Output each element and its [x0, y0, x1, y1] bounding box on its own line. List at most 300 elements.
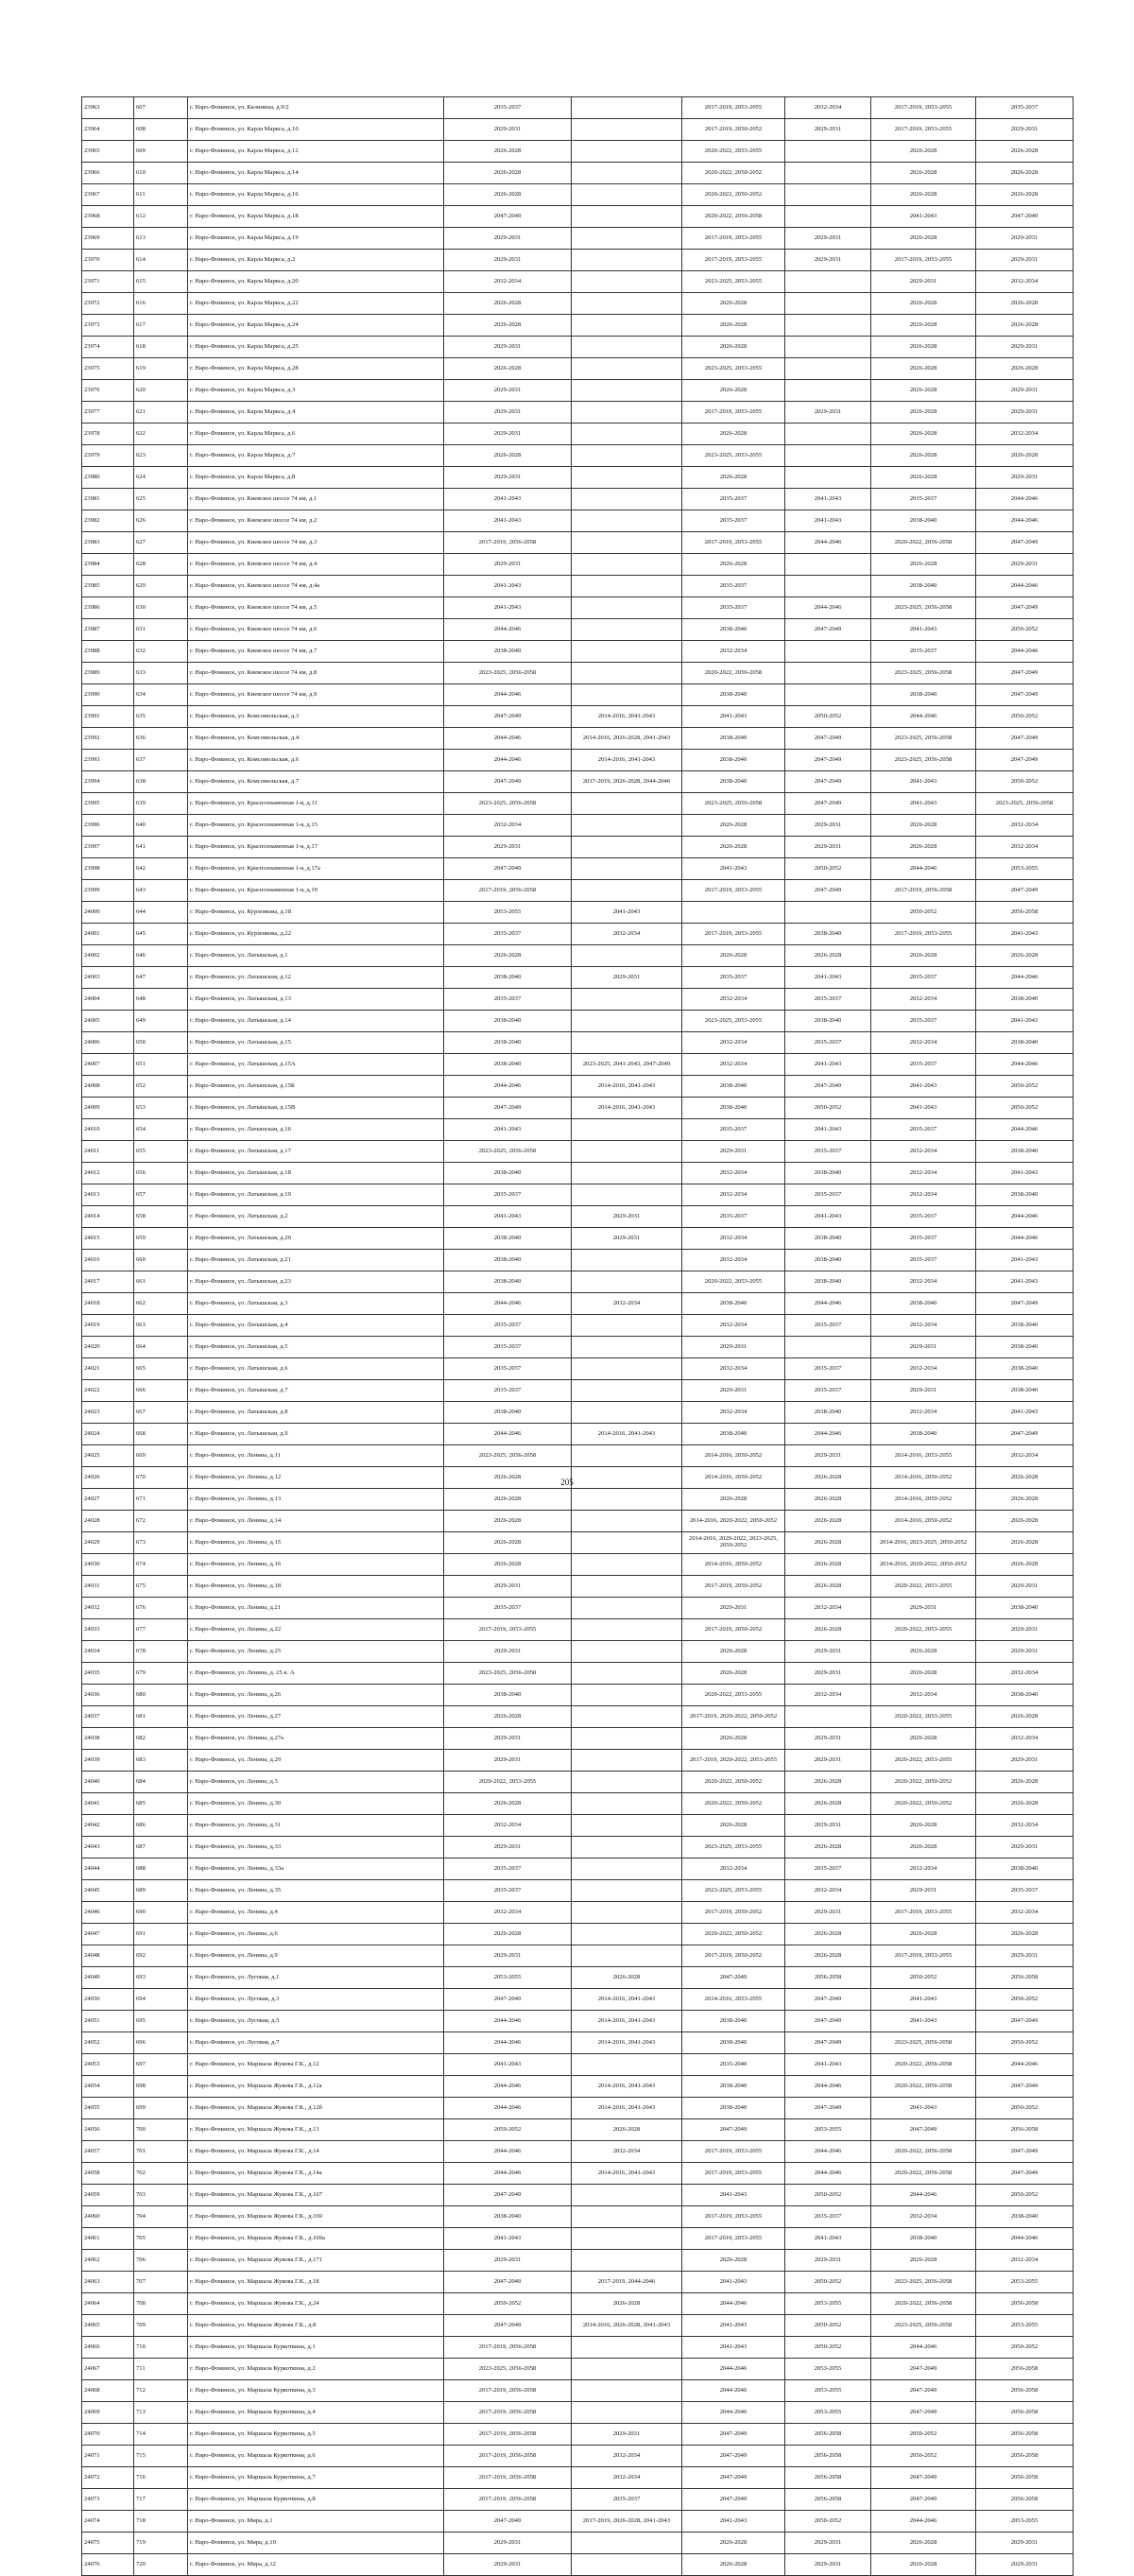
cell-period-6: 2050-2052: [976, 2098, 1074, 2119]
cell-period-3: 2026-2028: [682, 337, 785, 358]
cell-address: г. Наро-Фоминск, ул. Карла Маркса, д.25: [188, 337, 444, 358]
cell-period-6: 2026-2028: [976, 315, 1074, 337]
cell-record-id: 23963: [82, 97, 134, 119]
cell-period-2: 2017-2019, 2026-2028, 2044-2046: [572, 771, 682, 793]
cell-address: г. Наро-Фоминск, ул. Латышская, д.23: [188, 1271, 444, 1293]
cell-period-5: 2041-2043: [871, 1989, 976, 2011]
table-row: [82, 2032, 1074, 2054]
cell-period-6: 2056-2058: [976, 2402, 1074, 2424]
cell-address: г. Наро-Фоминск, ул. Маршала Жукова Г.К., д.169: [188, 2206, 444, 2228]
cell-period-1: 2038-2040: [444, 1250, 572, 1271]
cell-period-5: 2014-2016, 2053-2055: [871, 1445, 976, 1467]
cell-period-2: [572, 641, 682, 663]
cell-address: г. Наро-Фоминск, ул. Киевское шоссе 74 км, д.3: [188, 532, 444, 554]
cell-address: г. Наро-Фоминск, ул. Карла Маркса, д.19: [188, 228, 444, 250]
cell-period-2: [572, 1859, 682, 1880]
cell-period-2: [572, 1554, 682, 1576]
cell-period-3: 2038-2040: [682, 1424, 785, 1445]
cell-address: г. Наро-Фоминск, ул. Мира, д.1: [188, 2511, 444, 2533]
cell-item-number: 644: [134, 902, 188, 924]
cell-record-id: 23998: [82, 858, 134, 880]
cell-period-5: 2017-2019, 2053-2055: [871, 1945, 976, 1967]
cell-period-4: 2053-2055: [785, 2402, 871, 2424]
cell-period-2: 2029-2031: [572, 1206, 682, 1228]
table-row: [82, 2424, 1074, 2446]
cell-item-number: 614: [134, 250, 188, 271]
cell-period-1: 2041-2043: [444, 2054, 572, 2076]
cell-period-5: 2026-2028: [871, 945, 976, 967]
table-row: [82, 1293, 1074, 1315]
table-row: [82, 1859, 1074, 1880]
cell-period-1: 2017-2019, 2056-2058: [444, 2424, 572, 2446]
cell-item-number: 643: [134, 880, 188, 902]
cell-period-5: 2041-2043: [871, 1076, 976, 1098]
cell-period-1: 2035-2037: [444, 1315, 572, 1337]
cell-item-number: 703: [134, 2185, 188, 2206]
cell-record-id: 24013: [82, 1184, 134, 1206]
table-row: [82, 1184, 1074, 1206]
cell-period-5: 2035-2037: [871, 1119, 976, 1141]
cell-period-4: [785, 380, 871, 402]
cell-record-id: 23994: [82, 771, 134, 793]
cell-period-2: [572, 1184, 682, 1206]
cell-period-3: 2014-2016, 2053-2055: [682, 1989, 785, 2011]
cell-period-3: 2029-2031: [682, 1337, 785, 1358]
cell-period-2: [572, 2359, 682, 2380]
cell-record-id: 24027: [82, 1489, 134, 1511]
cell-period-2: 2014-2016, 2041-2043: [572, 2098, 682, 2119]
cell-period-5: 2020-2022, 2053-2055: [871, 1619, 976, 1641]
cell-period-5: 2026-2028: [871, 141, 976, 163]
table-row: [82, 206, 1074, 228]
table-row: [82, 2250, 1074, 2272]
cell-address: г. Наро-Фоминск, ул. Латышская, д.7: [188, 1380, 444, 1402]
cell-record-id: 24029: [82, 1532, 134, 1554]
cell-period-5: 2026-2028: [871, 293, 976, 315]
table-row: [82, 750, 1074, 771]
cell-record-id: 24037: [82, 1706, 134, 1728]
cell-item-number: 708: [134, 2293, 188, 2315]
cell-item-number: 634: [134, 684, 188, 706]
cell-period-5: 2020-2022, 2056-2058: [871, 532, 976, 554]
cell-period-3: 2026-2028: [682, 1489, 785, 1511]
cell-period-1: 2044-2046: [444, 619, 572, 641]
cell-period-1: 2029-2031: [444, 250, 572, 271]
cell-address: г. Наро-Фоминск, ул. Ленина, д.6: [188, 1924, 444, 1945]
cell-period-4: [785, 467, 871, 489]
cell-period-3: 2026-2028: [682, 424, 785, 445]
cell-period-1: 2026-2028: [444, 945, 572, 967]
cell-period-3: 2023-2025, 2053-2055: [682, 358, 785, 380]
cell-period-2: [572, 163, 682, 184]
cell-period-1: 2035-2037: [444, 1380, 572, 1402]
cell-period-5: 2020-2022, 2056-2058: [871, 2076, 976, 2098]
cell-period-2: [572, 1358, 682, 1380]
cell-period-3: 2038-2040: [682, 1293, 785, 1315]
cell-period-1: 2029-2031: [444, 119, 572, 141]
cell-item-number: 680: [134, 1685, 188, 1706]
cell-record-id: 24069: [82, 2402, 134, 2424]
cell-period-2: 2032-2034: [572, 2467, 682, 2489]
table-row: [82, 1141, 1074, 1163]
cell-period-6: 2056-2058: [976, 2293, 1074, 2315]
cell-address: г. Наро-Фоминск, ул. Луговая, д.7: [188, 2032, 444, 2054]
cell-period-5: 2038-2040: [871, 1293, 976, 1315]
cell-period-2: [572, 2250, 682, 2272]
cell-period-2: [572, 250, 682, 271]
cell-address: г. Наро-Фоминск, ул. Латышская, д.3: [188, 1293, 444, 1315]
cell-period-4: [785, 293, 871, 315]
cell-period-2: 2026-2028: [572, 2293, 682, 2315]
cell-period-5: 2038-2040: [871, 684, 976, 706]
cell-period-6: 2038-2040: [976, 1141, 1074, 1163]
cell-item-number: 608: [134, 119, 188, 141]
cell-address: г. Наро-Фоминск, ул. Маршала Куркоткина, д.5: [188, 2424, 444, 2446]
cell-period-3: 2041-2043: [682, 2272, 785, 2293]
cell-item-number: 677: [134, 1619, 188, 1641]
cell-period-4: 2047-2049: [785, 1989, 871, 2011]
table-row: [82, 228, 1074, 250]
cell-period-6: 2026-2028: [976, 184, 1074, 206]
cell-record-id: 23964: [82, 119, 134, 141]
cell-period-6: 2047-2049: [976, 2141, 1074, 2163]
cell-period-1: 2023-2025, 2056-2058: [444, 793, 572, 815]
table-row: [82, 576, 1074, 597]
cell-period-2: 2035-2037: [572, 2489, 682, 2511]
cell-period-4: 2029-2031: [785, 1750, 871, 1772]
cell-period-2: 2014-2016, 2041-2043: [572, 2011, 682, 2032]
cell-period-1: 2032-2034: [444, 1815, 572, 1837]
table-row: [82, 2380, 1074, 2402]
cell-address: г. Наро-Фоминск, ул. Маршала Жукова Г.К., д.12: [188, 2054, 444, 2076]
cell-period-6: 2056-2058: [976, 2467, 1074, 2489]
cell-address: г. Наро-Фоминск, ул. Карла Маркса, д.18: [188, 206, 444, 228]
cell-period-3: 2026-2028: [682, 2554, 785, 2576]
cell-address: г. Наро-Фоминск, ул. Латышская, д.15В: [188, 1098, 444, 1119]
cell-period-2: [572, 1380, 682, 1402]
table-row: [82, 2359, 1074, 2380]
cell-address: г. Наро-Фоминск, ул. Карла Маркса, д.7: [188, 445, 444, 467]
cell-record-id: 23993: [82, 750, 134, 771]
cell-period-5: 2026-2028: [871, 1924, 976, 1945]
cell-address: г. Наро-Фоминск, ул. Латышская, д.14: [188, 1011, 444, 1032]
cell-item-number: 684: [134, 1772, 188, 1793]
cell-record-id: 23980: [82, 467, 134, 489]
table-row: [82, 380, 1074, 402]
cell-period-5: 2050-2052: [871, 1967, 976, 1989]
cell-record-id: 24008: [82, 1076, 134, 1098]
cell-address: г. Наро-Фоминск, ул. Ленина, д.33: [188, 1837, 444, 1859]
table-row: [82, 1380, 1074, 1402]
cell-period-1: 2047-2049: [444, 858, 572, 880]
cell-period-5: 2044-2046: [871, 2185, 976, 2206]
cell-item-number: 681: [134, 1706, 188, 1728]
cell-item-number: 709: [134, 2315, 188, 2337]
cell-record-id: 23986: [82, 597, 134, 619]
cell-period-1: 2026-2028: [444, 445, 572, 467]
cell-address: г. Наро-Фоминск, ул. Комсомольская, д.3: [188, 706, 444, 728]
cell-record-id: 24002: [82, 945, 134, 967]
cell-period-2: [572, 1728, 682, 1750]
cell-period-1: 2041-2043: [444, 576, 572, 597]
cell-period-5: 2020-2022, 2050-2052: [871, 1772, 976, 1793]
cell-period-2: [572, 1315, 682, 1337]
cell-period-4: 2041-2043: [785, 2054, 871, 2076]
cell-record-id: 23985: [82, 576, 134, 597]
cell-item-number: 675: [134, 1576, 188, 1598]
cell-record-id: 24055: [82, 2098, 134, 2119]
cell-period-6: 2029-2031: [976, 337, 1074, 358]
cell-period-3: 2023-2025, 2053-2055: [682, 1837, 785, 1859]
cell-period-1: 2044-2046: [444, 1293, 572, 1315]
cell-period-3: 2026-2028: [682, 1728, 785, 1750]
cell-period-2: [572, 1945, 682, 1967]
cell-period-2: [572, 1902, 682, 1924]
cell-record-id: 24001: [82, 924, 134, 945]
cell-record-id: 24025: [82, 1445, 134, 1467]
cell-period-5: 2032-2034: [871, 1271, 976, 1293]
cell-period-3: 2038-2040: [682, 2032, 785, 2054]
cell-period-6: 2050-2052: [976, 1989, 1074, 2011]
cell-period-2: 2014-2016, 2041-2043: [572, 1989, 682, 2011]
cell-period-4: 2026-2028: [785, 1619, 871, 1641]
cell-period-6: 2047-2049: [976, 597, 1074, 619]
cell-period-2: [572, 576, 682, 597]
cell-period-4: 2044-2046: [785, 1424, 871, 1445]
cell-period-2: 2032-2034: [572, 2446, 682, 2467]
table-row: [82, 2185, 1074, 2206]
cell-period-6: 2041-2043: [976, 1250, 1074, 1271]
cell-period-2: 2017-2019, 2044-2046: [572, 2272, 682, 2293]
cell-record-id: 24028: [82, 1511, 134, 1532]
table-row: [82, 184, 1074, 206]
cell-record-id: 23992: [82, 728, 134, 750]
cell-period-3: 2038-2040: [682, 1076, 785, 1098]
cell-item-number: 713: [134, 2402, 188, 2424]
table-row: [82, 1489, 1074, 1511]
cell-period-4: 2038-2040: [785, 1402, 871, 1424]
cell-period-5: 2044-2046: [871, 706, 976, 728]
cell-period-2: [572, 1163, 682, 1184]
cell-period-4: 2041-2043: [785, 1054, 871, 1076]
cell-period-6: 2029-2031: [976, 119, 1074, 141]
cell-period-1: 2026-2028: [444, 1467, 572, 1489]
cell-item-number: 666: [134, 1380, 188, 1402]
cell-item-number: 718: [134, 2511, 188, 2533]
cell-period-6: 2050-2052: [976, 771, 1074, 793]
cell-period-2: [572, 1793, 682, 1815]
cell-period-2: [572, 1532, 682, 1554]
cell-period-2: [572, 1576, 682, 1598]
cell-address: г. Наро-Фоминск, ул. Ленина, д.15: [188, 1532, 444, 1554]
cell-period-6: 2056-2058: [976, 2380, 1074, 2402]
cell-item-number: 663: [134, 1315, 188, 1337]
cell-item-number: 685: [134, 1793, 188, 1815]
cell-record-id: 24059: [82, 2185, 134, 2206]
cell-period-6: 2050-2052: [976, 1098, 1074, 1119]
cell-period-3: 2014-2016, 2050-2052: [682, 1467, 785, 1489]
cell-period-4: 2050-2052: [785, 2511, 871, 2533]
cell-address: г. Наро-Фоминск, ул. Латышская, д.5: [188, 1337, 444, 1358]
cell-period-6: 2026-2028: [976, 1772, 1074, 1793]
cell-period-6: 2023-2025, 2056-2058: [976, 793, 1074, 815]
cell-record-id: 24024: [82, 1424, 134, 1445]
table-row: [82, 1663, 1074, 1685]
cell-period-3: 2035-2037: [682, 489, 785, 510]
cell-period-1: 2023-2025, 2056-2058: [444, 1141, 572, 1163]
table-row: [82, 1685, 1074, 1706]
cell-period-2: 2014-2016, 2041-2043: [572, 750, 682, 771]
cell-period-4: [785, 576, 871, 597]
cell-period-5: 2017-2019, 2053-2055: [871, 250, 976, 271]
cell-item-number: 657: [134, 1184, 188, 1206]
cell-period-1: 2017-2019, 2056-2058: [444, 2402, 572, 2424]
cell-period-1: 2017-2019, 2056-2058: [444, 2489, 572, 2511]
cell-period-4: 2029-2031: [785, 1902, 871, 1924]
cell-period-6: 2047-2049: [976, 2163, 1074, 2185]
cell-period-4: 2056-2058: [785, 2424, 871, 2446]
cell-record-id: 24041: [82, 1793, 134, 1815]
cell-item-number: 631: [134, 619, 188, 641]
cell-period-4: 2029-2031: [785, 815, 871, 837]
cell-period-6: 2047-2049: [976, 2076, 1074, 2098]
cell-period-1: 2020-2022, 2053-2055: [444, 1772, 572, 1793]
cell-period-4: [785, 141, 871, 163]
cell-period-4: 2053-2055: [785, 2119, 871, 2141]
cell-period-1: 2044-2046: [444, 684, 572, 706]
cell-record-id: 24036: [82, 1685, 134, 1706]
cell-period-3: 2020-2022, 2053-2055: [682, 1685, 785, 1706]
cell-period-4: 2035-2037: [785, 1184, 871, 1206]
cell-period-3: 2026-2028: [682, 1663, 785, 1685]
cell-period-3: 2017-2019, 2053-2055: [682, 97, 785, 119]
cell-period-1: 2038-2040: [444, 1011, 572, 1032]
table-row: [82, 1163, 1074, 1184]
cell-period-1: 2035-2037: [444, 1358, 572, 1380]
cell-record-id: 23977: [82, 402, 134, 424]
cell-item-number: 654: [134, 1119, 188, 1141]
cell-address: г. Наро-Фоминск, ул. Маршала Куркоткина, д.6: [188, 2446, 444, 2467]
cell-period-6: 2050-2052: [976, 2185, 1074, 2206]
cell-period-1: 2026-2028: [444, 1489, 572, 1511]
cell-record-id: 24064: [82, 2293, 134, 2315]
cell-record-id: 23999: [82, 880, 134, 902]
cell-period-6: 2032-2034: [976, 2250, 1074, 2272]
cell-period-6: 2050-2052: [976, 2337, 1074, 2359]
cell-period-6: 2026-2028: [976, 1532, 1074, 1554]
cell-period-4: 2029-2031: [785, 1815, 871, 1837]
table-row: [82, 2076, 1074, 2098]
table-row: [82, 815, 1074, 837]
table-row: [82, 467, 1074, 489]
cell-address: г. Наро-Фоминск, ул. Латышская, д.6: [188, 1358, 444, 1380]
cell-period-1: 2038-2040: [444, 1685, 572, 1706]
cell-period-1: 2035-2037: [444, 1184, 572, 1206]
cell-item-number: 678: [134, 1641, 188, 1663]
cell-period-6: 2053-2055: [976, 2511, 1074, 2533]
cell-period-1: 2029-2031: [444, 1728, 572, 1750]
cell-period-3: 2020-2022, 2050-2052: [682, 163, 785, 184]
cell-record-id: 24010: [82, 1119, 134, 1141]
cell-record-id: 24066: [82, 2337, 134, 2359]
cell-period-6: 2038-2040: [976, 1337, 1074, 1358]
cell-period-2: [572, 2054, 682, 2076]
cell-period-3: 2017-2019, 2053-2055: [682, 2163, 785, 2185]
cell-period-3: 2032-2034: [682, 1163, 785, 1184]
cell-period-6: 2047-2049: [976, 1424, 1074, 1445]
cell-period-5: 2020-2022, 2056-2058: [871, 2163, 976, 2185]
cell-record-id: 24070: [82, 2424, 134, 2446]
cell-period-5: 2029-2031: [871, 1337, 976, 1358]
table-row: [82, 2337, 1074, 2359]
cell-period-6: 2050-2052: [976, 706, 1074, 728]
cell-period-2: [572, 1119, 682, 1141]
cell-period-6: 2047-2049: [976, 663, 1074, 684]
cell-period-2: [572, 945, 682, 967]
cell-period-1: 2017-2019, 2053-2055: [444, 1619, 572, 1641]
cell-address: г. Наро-Фоминск, ул. Маршала Куркоткина, д.3: [188, 2380, 444, 2402]
cell-period-1: 2026-2028: [444, 1706, 572, 1728]
cell-period-3: 2032-2034: [682, 1032, 785, 1054]
table-row: [82, 2206, 1074, 2228]
cell-period-6: 2029-2031: [976, 554, 1074, 576]
cell-record-id: 24049: [82, 1967, 134, 1989]
cell-item-number: 640: [134, 815, 188, 837]
cell-address: г. Наро-Фоминск, ул. Ленина, д.25: [188, 1641, 444, 1663]
cell-period-4: 2038-2040: [785, 1228, 871, 1250]
cell-period-5: 2041-2043: [871, 793, 976, 815]
cell-period-5: 2041-2043: [871, 619, 976, 641]
table-row: [82, 271, 1074, 293]
cell-period-5: 2041-2043: [871, 2098, 976, 2119]
cell-item-number: 628: [134, 554, 188, 576]
cell-period-1: 2026-2028: [444, 184, 572, 206]
cell-period-6: 2044-2046: [976, 489, 1074, 510]
cell-address: г. Наро-Фоминск, ул. Луговая, д.1: [188, 1967, 444, 1989]
cell-address: г. Наро-Фоминск, ул. Киевское шоссе 74 км, д.4: [188, 554, 444, 576]
cell-period-1: 2029-2031: [444, 554, 572, 576]
table-row: [82, 293, 1074, 315]
cell-record-id: 23971: [82, 271, 134, 293]
cell-period-4: 2047-2049: [785, 2098, 871, 2119]
cell-address: г. Наро-Фоминск, ул. Мира, д.12: [188, 2554, 444, 2576]
cell-period-5: 2020-2022, 2056-2058: [871, 2054, 976, 2076]
cell-period-2: 2014-2016, 2041-2043: [572, 1098, 682, 1119]
cell-period-3: 2017-2019, 2053-2055: [682, 228, 785, 250]
cell-period-4: 2047-2049: [785, 750, 871, 771]
cell-period-3: 2041-2043: [682, 858, 785, 880]
cell-period-6: 2038-2040: [976, 1598, 1074, 1619]
cell-record-id: 24020: [82, 1337, 134, 1358]
cell-period-6: 2026-2028: [976, 358, 1074, 380]
cell-period-5: 2014-2016, 2023-2025, 2050-2052: [871, 1532, 976, 1554]
cell-period-5: 2014-2016, 2050-2052: [871, 1511, 976, 1532]
cell-address: г. Наро-Фоминск, ул. Ленина, д.3: [188, 1772, 444, 1793]
cell-period-6: 2032-2034: [976, 1902, 1074, 1924]
cell-period-6: 2032-2034: [976, 1663, 1074, 1685]
cell-period-1: 2035-2037: [444, 1337, 572, 1358]
cell-record-id: 24063: [82, 2272, 134, 2293]
cell-period-1: 2044-2046: [444, 2098, 572, 2119]
cell-period-1: 2017-2019, 2056-2058: [444, 532, 572, 554]
cell-item-number: 656: [134, 1163, 188, 1184]
cell-address: г. Наро-Фоминск, ул. Карла Маркса, д.6: [188, 424, 444, 445]
cell-period-3: 2017-2019, 2053-2055: [682, 2228, 785, 2250]
cell-period-5: 2041-2043: [871, 2011, 976, 2032]
cell-period-3: 2047-2049: [682, 2489, 785, 2511]
cell-period-1: 2047-2049: [444, 1098, 572, 1119]
cell-item-number: 616: [134, 293, 188, 315]
